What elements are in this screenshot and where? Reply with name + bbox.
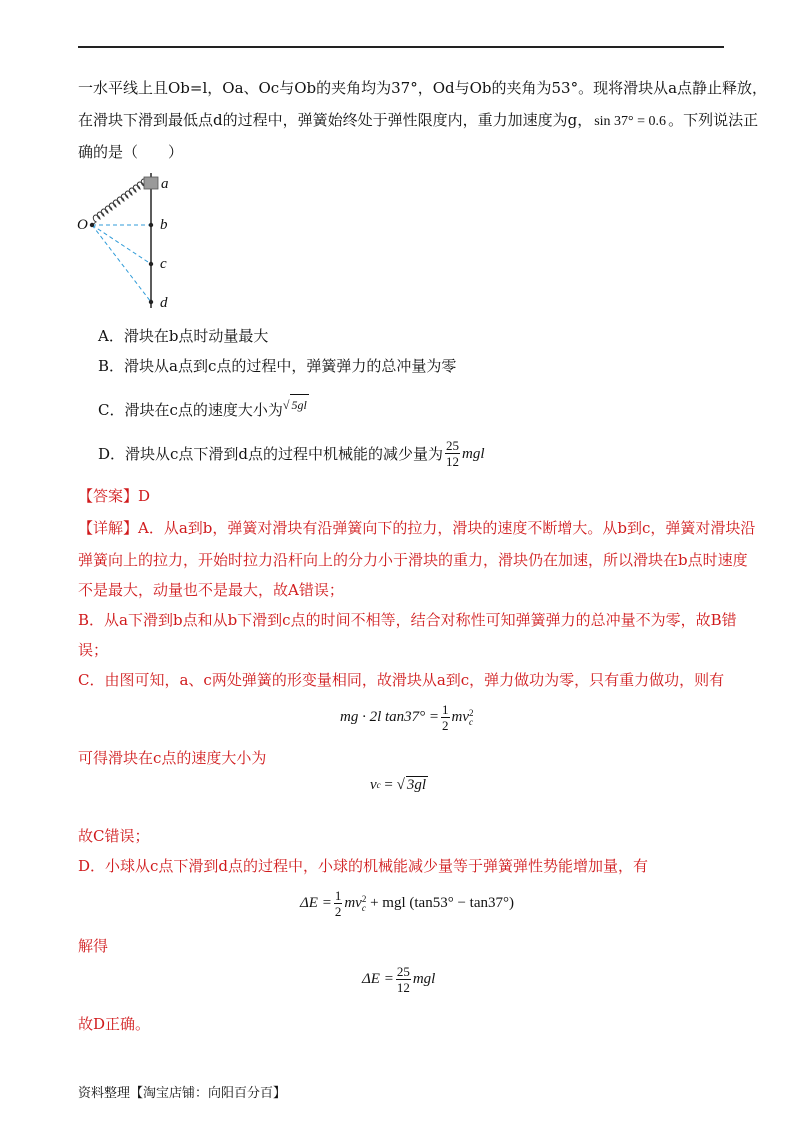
eq4-left: ΔE = <box>362 971 394 987</box>
point-O <box>90 223 94 227</box>
explain-line-6: C．由图可知，a、c两处弹簧的形变量相同，故滑块从a到c，弹力做功为零，只有重力做功，则有 <box>78 671 725 689</box>
point-b <box>149 223 153 227</box>
eq1-num: 1 <box>442 702 449 717</box>
footer-note: 资料整理【淘宝店铺：向阳百分百】 <box>78 1086 287 1101</box>
label-c: c <box>160 256 167 272</box>
eq3-fraction <box>334 888 343 919</box>
eq4-den: 12 <box>396 980 410 995</box>
eq1-sub: c <box>469 716 474 727</box>
eq1-sup: 2 <box>469 707 474 718</box>
explain-line-3: 不是最大，动量也不是最大，故A错误； <box>78 581 344 599</box>
answer-label: 【答案】D <box>78 487 151 505</box>
diagram <box>70 168 190 318</box>
eq2-sub: c <box>376 780 381 790</box>
explain-line-10: 解得 <box>78 937 109 955</box>
option-c-text: C．滑块在c点的速度大小为 <box>98 401 283 419</box>
line-Od <box>92 225 151 302</box>
slider-block <box>144 177 158 189</box>
explain-line-7: 可得滑块在c点的速度大小为 <box>78 749 267 767</box>
eq2-root: 3gl <box>406 777 427 793</box>
label-b: b <box>160 217 168 233</box>
explain-line-5: 误； <box>78 641 109 659</box>
point-c <box>149 262 153 266</box>
eq1-den: 2 <box>442 718 449 733</box>
header-rule <box>78 46 724 48</box>
eq3-mv: mv <box>344 895 362 911</box>
question-line-1: 一水平线上且Ob=l，Oa、Oc与Ob的夹角均为37°，Od与Ob的夹角为53°。现将滑块从a点静止释放， <box>78 79 768 97</box>
eq1-right: mv <box>451 709 470 725</box>
eq2-left: v <box>370 776 377 793</box>
option-c-root: 5gl <box>290 394 308 415</box>
eq4-fraction <box>396 964 411 995</box>
explain-line-1: 【详解】A．从a到b，弹簧对滑块有沿弹簧向下的拉力，滑块的速度不断增大。从b到c，弹簧对滑块沿 <box>78 519 756 537</box>
explain-line-8: 故C错误； <box>78 827 150 845</box>
explain-line-2: 弹簧向上的拉力，开始时拉力沿杆向上的分力小于滑块的重力，滑块仍在加速，所以滑块在b点时速度 <box>78 551 748 569</box>
option-c: C．滑块在c点的速度大小为$^{√ 5gl}$ <box>98 394 309 420</box>
question-line-2b: 。下列说法正 <box>668 111 759 129</box>
eq3-num: 1 <box>334 888 342 903</box>
eq3-sup: 2 <box>361 893 367 904</box>
explain-line-11: 故D正确。 <box>78 1015 151 1033</box>
spring <box>92 179 148 225</box>
eq2-eq: = <box>380 776 397 793</box>
eq3-left: ΔE = <box>300 895 332 911</box>
point-d <box>149 300 153 304</box>
option-d-fraction <box>445 438 460 469</box>
sin-value: sin 37° = 0.6 <box>594 114 667 129</box>
diagram-svg <box>70 168 190 318</box>
eq1-fraction <box>441 702 450 733</box>
line-Oc <box>92 225 151 264</box>
question-line-2 <box>78 110 758 132</box>
explain-line-4: B．从a下滑到b点和从b下滑到c点的时间不相等，结合对称性可知弹簧弹力的总冲量不为零，故B错 <box>78 611 737 629</box>
label-O: O <box>77 217 88 233</box>
equation-3 <box>300 888 514 919</box>
option-d-tail: mgl <box>462 445 485 462</box>
explain-line-9: D．小球从c点下滑到d点的过程中，小球的机械能减少量等于弹簧弹性势能增加量，有 <box>78 857 649 875</box>
option-a: A．滑块在b点时动量最大 <box>98 327 269 345</box>
eq4-num: 25 <box>396 964 410 979</box>
eq3-den: 2 <box>334 904 342 919</box>
equation-2: v c = √ 3gl <box>370 776 427 793</box>
question-line-3: 确的是（ ） <box>78 143 184 161</box>
option-d <box>98 438 485 469</box>
option-d-text: D．滑块从c点下滑到d点的过程中机械能的减少量为 <box>98 444 444 463</box>
equation-1 <box>340 702 474 733</box>
eq3-sub: c <box>361 902 366 913</box>
label-d: d <box>160 295 168 311</box>
eq4-right: mgl <box>412 971 436 987</box>
question-line-2a: 在滑块下滑到最低点d的过程中，弹簧始终处于弹性限度内，重力加速度为g， <box>78 111 593 129</box>
option-d-num: 25 <box>446 438 460 453</box>
option-d-den: 12 <box>446 454 460 469</box>
eq1-left: mg · 2l tan37° = <box>340 709 440 725</box>
equation-4 <box>362 964 435 995</box>
eq3-right: + mgl (tan53° − tan37°) <box>366 895 514 911</box>
label-a: a <box>161 176 169 192</box>
option-b: B．滑块从a点到c点的过程中，弹簧弹力的总冲量为零 <box>98 357 457 375</box>
